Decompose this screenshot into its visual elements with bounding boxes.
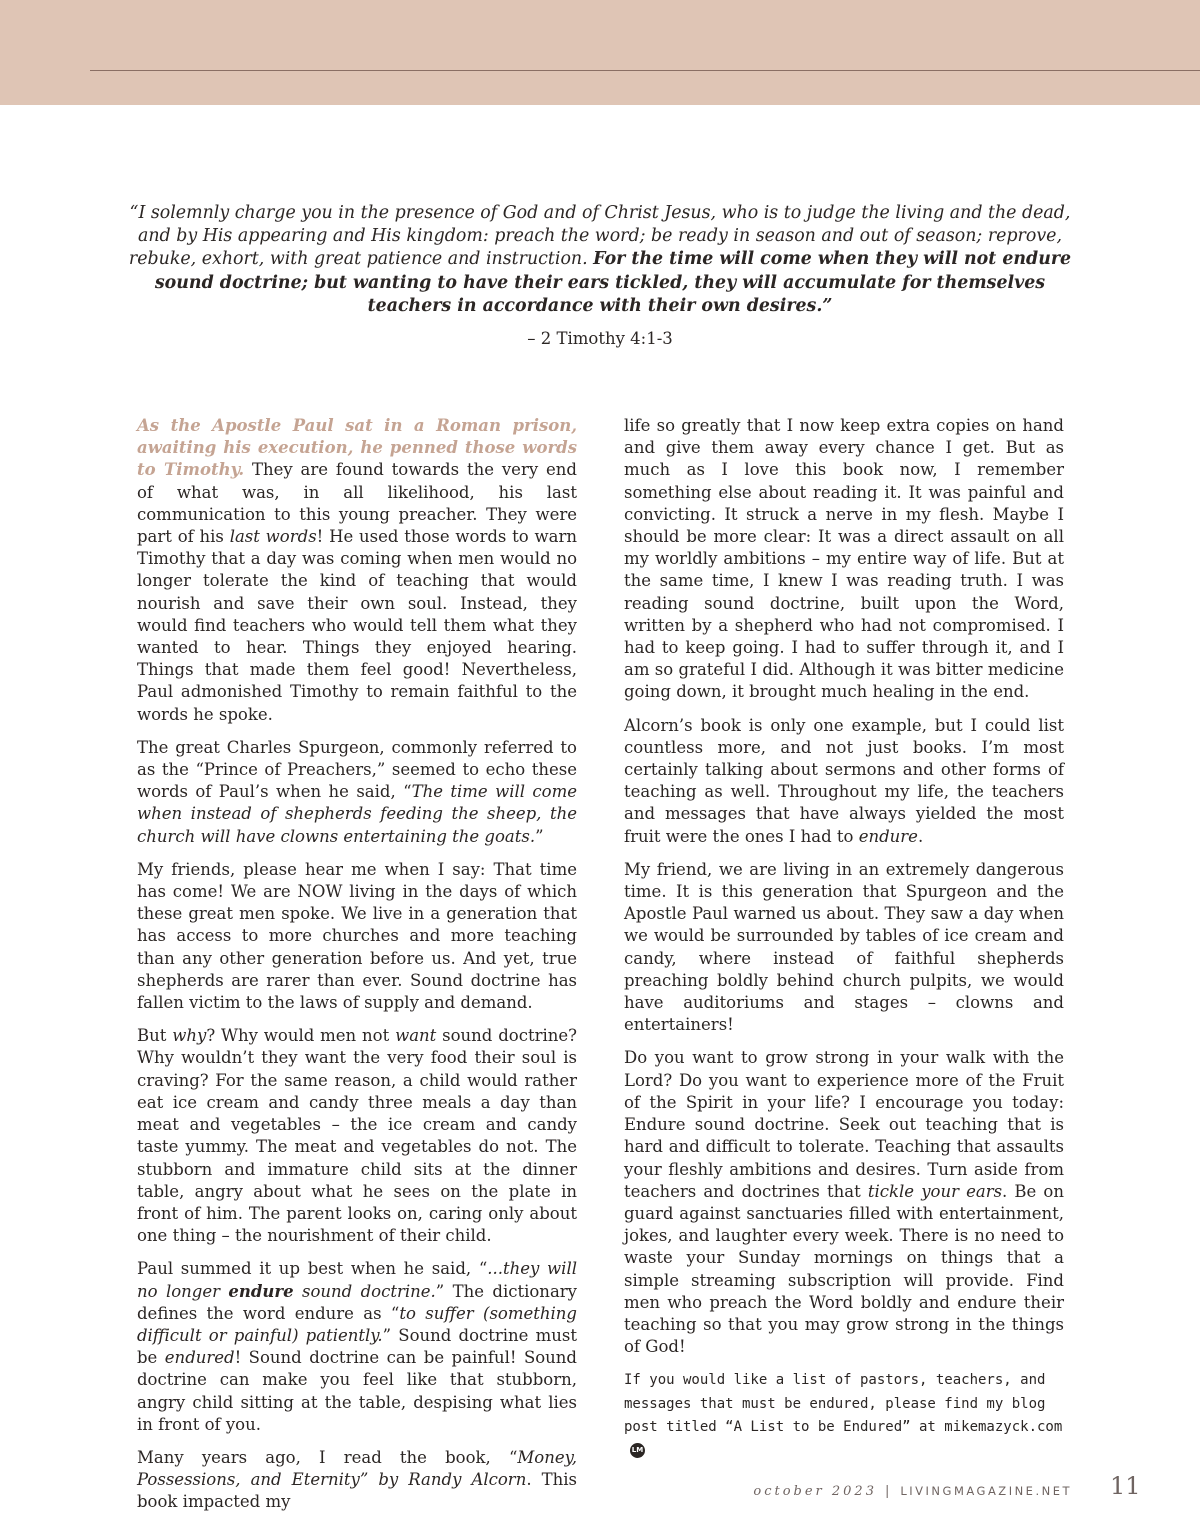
paragraph: Alcorn’s book is only one example, but I could list countless more, and not just books. I’m most certainly talking about sermons and other forms of teaching as well. Throughout my life, the teachers and messages that have always yielded the most fruit were the ones I had to endure. bbox=[624, 715, 1064, 846]
paragraph: My friends, please hear me when I say: That time has come! We are NOW living in the days of which these great men spoke. We live in a generation that has access to more churches and more teaching than any other generation before us. And yet, true shepherds are rarer than ever. Sound doctrine has fallen victim to the laws of supply and demand. bbox=[137, 859, 577, 1013]
article-column-right bbox=[624, 415, 1064, 1463]
paragraph: Many years ago, I read the book, “Money, Possessions, and Eternity” by Randy Alcorn. This book impacted my bbox=[137, 1447, 577, 1512]
paragraph: life so greatly that I now keep extra copies on hand and give them away every chance I get. But as much as I love this book now, I remember something else about reading it. It was painful and convicting. It struck a nerve in my flesh. Maybe I should be more clear: It was a direct assault on all my worldly ambitions – my entire way of life. But at the same time, I knew I was reading truth. I was reading sound doctrine, built upon the Word, written by a shepherd who had not compromised. I had to keep going. I had to suffer through it, and I am so grateful I did. Although it was bitter medicine going down, it brought much healing in the end. bbox=[624, 416, 1064, 702]
page-footer bbox=[753, 1484, 1072, 1499]
paragraph: My friend, we are living in an extremely dangerous time. It is this generation that Spurgeon and the Apostle Paul warned us about. They saw a day when we would be surrounded by tables of ice cream and candy, where instead of faithful shepherds preaching boldly behind church pulpits, we would have auditoriums and stages – clowns and entertainers! bbox=[624, 859, 1064, 1035]
paragraph: Paul summed it up best when he said, “...they will no longer endure sound doctrine.” The dictionary defines the word endure as “to suffer (something difficult or painful) patiently.” Sound doctrine must be endured! Sound doctrine can be painful! Sound doctrine can make you feel like that stubborn, angry child sitting at the table, despising what lies in front of you. bbox=[137, 1259, 577, 1434]
site-url: LIVINGMAGAZINE.NET bbox=[900, 1484, 1072, 1498]
scripture-quote bbox=[120, 202, 1080, 318]
lead-in: As the Apostle Paul sat in a Roman prison, awaiting his execution, he penned those words to Timothy. bbox=[137, 416, 577, 480]
paragraph: As the Apostle Paul sat in a Roman prison, awaiting his execution, he penned those words to Timothy. They are found towards the very end of what was, in all likelihood, his last communication to this young preacher. They were part of his last words! He used those words to warn Timothy that a day was coming when men would no longer tolerate the kind of teaching that would nourish and save their own soul. Instead, they would find teachers who would tell them what they wanted to hear. Things they enjoyed hearing. Things that made them feel good! Nevertheless, Paul admonished Timothy to remain faithful to the words he spoke. bbox=[137, 416, 577, 724]
quote-plain: “I solemnly charge you in the presence of God and of Christ Jesus, who is to judge the living and the dead, and by His appearing and His kingdom: preach the word; be ready in season and out of season; reprove, rebuke, exhort, with great patience and instruction. bbox=[128, 203, 1071, 270]
issue-date: october 2023 bbox=[753, 1484, 877, 1499]
quote-bold: For the time will come when they will not endure sound doctrine; but wanting to have their ears tickled, they will accumulate for themselves teachers in accordance with their own desires.” bbox=[154, 249, 1072, 316]
page-number: 11 bbox=[1110, 1472, 1141, 1500]
end-mark-icon: LM bbox=[630, 1443, 645, 1458]
header-band bbox=[0, 0, 1200, 105]
paragraph: But why? Why would men not want sound doctrine? Why wouldn’t they want the very food their soul is craving? For the same reason, a child would rather eat ice cream and candy three meals a day than meat and vegetables – the ice cream and candy taste yummy. The meat and vegetables do not. The stubborn and immature child sits at the dinner table, angry about what he sees on the plate in front of him. The parent looks on, caring only about one thing – the nourishment of their child. bbox=[137, 1026, 577, 1246]
blog-note: If you would like a list of pastors, teachers, and messages that must be endured, please find my blog post titled “A List to be Endured” at mikemazyck.comLM bbox=[624, 1369, 1064, 1463]
article-column-left bbox=[137, 415, 577, 1525]
footer-separator: | bbox=[884, 1484, 893, 1499]
header-rule bbox=[90, 70, 1200, 71]
paragraph: Do you want to grow strong in your walk with the Lord? Do you want to experience more of the Fruit of the Spirit in your life? I encourage you today: Endure sound doctrine. Seek out teaching that is hard and difficult to tolerate. Teaching that assaults your fleshly ambitions and desires. Turn aside from teachers and doctrines that tickle your ears. Be on guard against sanctuaries filled with entertainment, jokes, and laughter every week. There is no need to waste your Sunday mornings on things that a simple streaming subscription will provide. Find men who preach the Word boldly and endure their teaching so that you may grow strong in the things of God! bbox=[624, 1048, 1064, 1357]
paragraph: The great Charles Spurgeon, commonly referred to as the “Prince of Preachers,” seemed to echo these words of Paul’s when he said, “The time will come when instead of shepherds feeding the sheep, the church will have clowns entertaining the goats.” bbox=[137, 737, 578, 846]
quote-citation: – 2 Timothy 4:1-3 bbox=[527, 329, 673, 348]
